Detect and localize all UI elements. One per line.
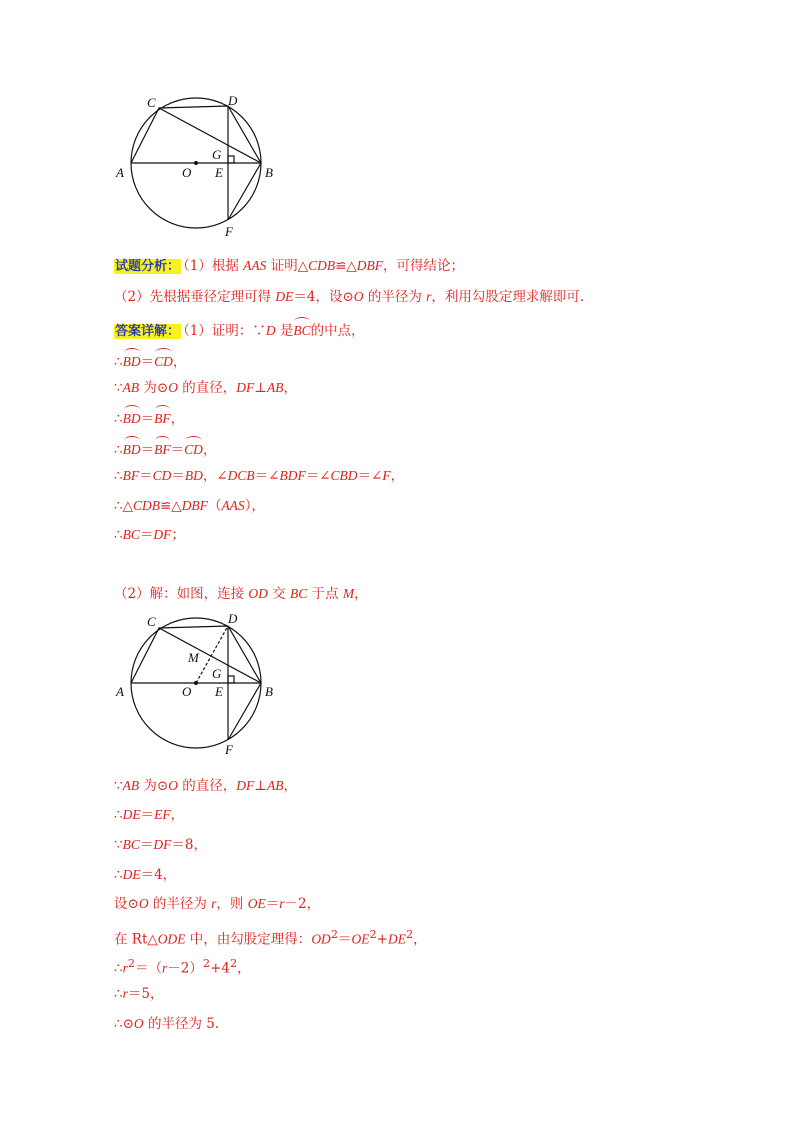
answer-line-0: 答案详解： （1）证明：∵D 是BC的中点， bbox=[114, 318, 365, 341]
label-a: A bbox=[116, 165, 124, 180]
label-c: C bbox=[147, 95, 156, 110]
answer-part2-line-3: ∵BC＝DF＝8， bbox=[114, 837, 207, 853]
answer-part2-line-1: ∵AB 为⊙O 的直径，DF⊥AB， bbox=[114, 778, 297, 794]
answer-line-1: ∴BD＝CD， bbox=[114, 349, 186, 371]
label-m: M bbox=[188, 650, 199, 665]
figure-2-svg bbox=[110, 605, 290, 760]
answer-part2-line-0: （2）解：如图，连接 OD 交 BC 于点 M， bbox=[114, 586, 368, 602]
figure-2-circle-diagram bbox=[110, 605, 290, 760]
answer-line-6: ∴△CDB≌△DBF（AAS）， bbox=[114, 498, 265, 514]
answer-part2-line-7: $\therefore r^2=(r-2)^2+4^2$， bbox=[114, 957, 251, 977]
answer-line-5: ∴BF＝CD＝BD，∠DCB＝∠BDF＝∠CBD＝∠F， bbox=[114, 468, 405, 484]
label-o: O bbox=[182, 165, 192, 180]
right-angle-mark bbox=[228, 676, 234, 683]
label-e: E bbox=[215, 165, 223, 180]
label-d: D bbox=[228, 93, 238, 108]
answer-part2-line-2: ∴DE＝EF， bbox=[114, 807, 185, 823]
analysis-line-2: （2）先根据垂径定理可得 DE＝4，设⊙O 的半径为 r，利用勾股定理求解即可. bbox=[114, 289, 585, 305]
label-f: F bbox=[225, 224, 233, 239]
right-angle-mark bbox=[228, 156, 234, 163]
answer-line-7: ∴BC＝DF； bbox=[114, 527, 185, 543]
center-point-o bbox=[194, 681, 198, 685]
label-b: B bbox=[265, 165, 273, 180]
label-d: D bbox=[228, 611, 238, 626]
label-g: G bbox=[212, 666, 222, 681]
label-b: B bbox=[265, 684, 273, 699]
label-a: A bbox=[116, 684, 124, 699]
answer-part2-line-9: ∴⊙O 的半径为 5. bbox=[114, 1016, 220, 1032]
center-point-o bbox=[194, 161, 198, 165]
analysis-tag: 试题分析： bbox=[115, 259, 181, 274]
answer-line-4: ∴BD＝BF＝CD， bbox=[114, 437, 216, 459]
label-o: O bbox=[182, 684, 192, 699]
answer-part2-line-6: 在 Rt△ODE 中，由勾股定理得：$OD^2=OE^2+DE^2$， bbox=[114, 928, 427, 948]
label-c: C bbox=[147, 614, 156, 629]
answer-line-3: ∴BD＝BF， bbox=[114, 406, 184, 428]
figure-1-svg bbox=[110, 90, 290, 240]
label-e: E bbox=[215, 684, 223, 699]
answer-part2-line-4: ∴DE＝4， bbox=[114, 867, 177, 883]
label-f: F bbox=[225, 742, 233, 757]
answer-part2-line-8: ∴r＝5， bbox=[114, 986, 164, 1002]
analysis-line-1: 试题分析： （1）根据 AAS 证明△CDB≌△DBF，可得结论； bbox=[115, 258, 465, 274]
answer-tag: 答案详解： bbox=[115, 324, 181, 339]
label-g: G bbox=[212, 147, 222, 162]
answer-line-2: ∵AB 为⊙O 的直径，DF⊥AB， bbox=[114, 380, 297, 396]
answer-part2-line-5: 设⊙O 的半径为 r，则 OE＝r－2， bbox=[114, 896, 321, 912]
figure-1-circle-diagram bbox=[110, 90, 290, 240]
